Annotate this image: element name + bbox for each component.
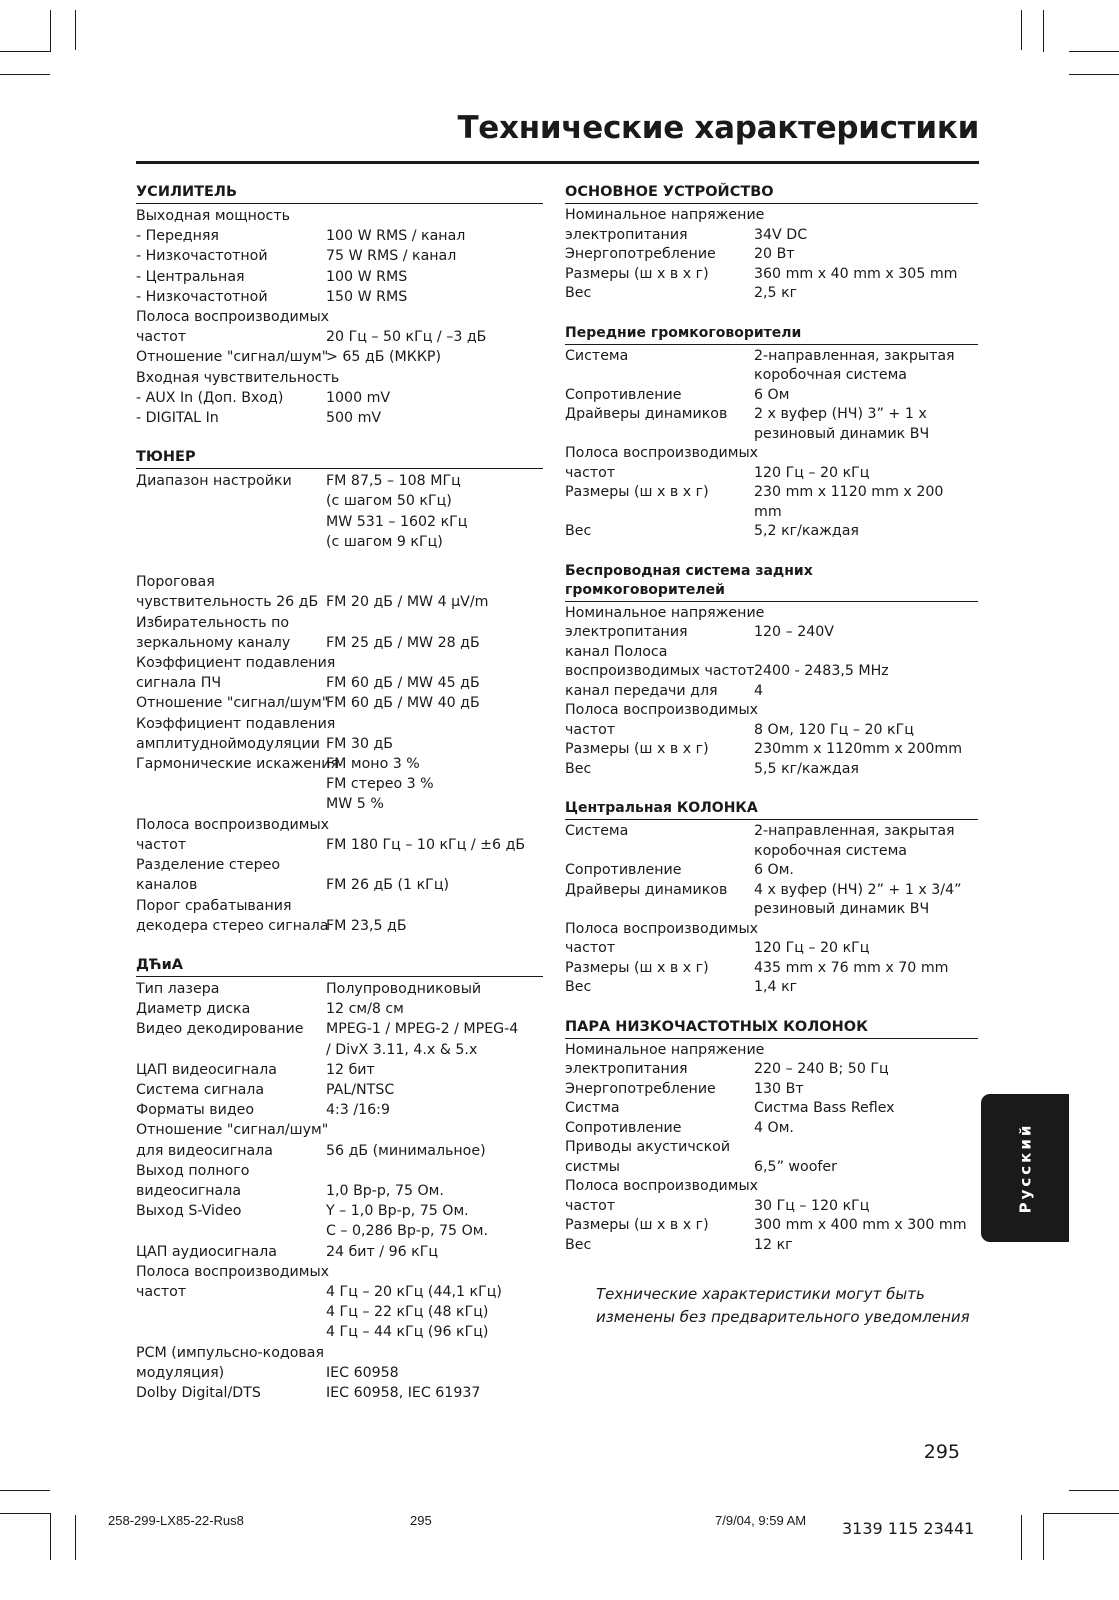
spec-row — [565, 1158, 978, 1178]
spec-label: Отношение "сигнал/шум" — [136, 349, 329, 366]
footer-page: 295 — [410, 1513, 432, 1528]
spec-value: 300 mm x 400 mm x 300 mm — [754, 1217, 967, 1233]
spec-label: Размеры (ш x в x г) — [565, 484, 709, 500]
spec-value: 435 mm x 76 mm x 70 mm — [754, 959, 949, 976]
spec-value: 2-направленная, закрытая коробочная система — [754, 823, 955, 859]
spec-value: 1,0 Bp-p, 75 Ом. — [326, 1182, 444, 1199]
right-column — [565, 183, 978, 1275]
spec-row — [565, 920, 978, 940]
spec-row — [565, 1236, 978, 1256]
spec-label: Энергопотребление — [565, 246, 716, 262]
spec-value: 220 – 240 В; 50 Гц — [754, 1061, 889, 1077]
spec-row — [565, 1099, 978, 1119]
spec-section — [565, 1018, 978, 1256]
section-heading: Центральная КОЛОНКА — [565, 799, 978, 820]
spec-label: Вес — [565, 760, 592, 777]
spec-value — [754, 206, 978, 226]
spec-label: Полоса воспроизводимых — [136, 816, 330, 833]
spec-row — [136, 1363, 543, 1383]
spec-row — [136, 1201, 543, 1241]
spec-value — [326, 552, 543, 572]
spec-row — [136, 633, 543, 653]
spec-label: - DIGITAL In — [136, 410, 219, 427]
spec-row — [136, 307, 543, 327]
spec-value — [326, 896, 543, 916]
spec-value: Систма Bass Reflex — [754, 1100, 895, 1116]
spec-label: - Низкочастотной — [136, 288, 268, 305]
spec-section — [565, 324, 978, 542]
spec-row — [136, 592, 543, 612]
spec-row — [136, 408, 543, 428]
spec-value — [326, 653, 543, 673]
spec-row — [136, 875, 543, 895]
spec-row — [565, 623, 978, 643]
spec-row — [565, 1119, 978, 1139]
spec-label: Полоса воспроизводимых — [136, 1263, 330, 1280]
spec-value: 4 Гц – 20 кГц (44,1 кГц) 4 Гц – 22 кГц (48 кГц) 4 Гц – 44 кГц (96 кГц) — [326, 1283, 502, 1341]
spec-row — [136, 1080, 543, 1100]
spec-row — [136, 1120, 543, 1140]
spec-row — [136, 471, 543, 552]
spec-row — [565, 939, 978, 959]
spec-label: Гармонические искажения — [136, 756, 339, 773]
spec-value — [326, 307, 543, 327]
spec-row — [565, 959, 978, 979]
spec-row — [565, 701, 978, 721]
spec-row — [136, 896, 543, 916]
spec-value — [754, 643, 978, 663]
spec-row — [565, 265, 978, 285]
spec-label: систмы — [565, 1158, 620, 1175]
spec-row — [136, 673, 543, 693]
spec-row — [136, 714, 543, 734]
spec-label: Коэффициент подавления — [136, 715, 336, 732]
spec-value: FM 26 дБ (1 кГц) — [326, 877, 450, 894]
spec-value: 2-направленная, закрытая коробочная система — [754, 347, 955, 383]
spec-label: ЦАП видеосигнала — [136, 1061, 277, 1078]
spec-row — [565, 386, 978, 406]
spec-label: Полоса воспроизводимых — [565, 920, 759, 937]
spec-label: Сопротивление — [565, 386, 682, 403]
spec-value: 4 x вуфер (НЧ) 2” + 1 x 3/4” резиновый динамик ВЧ — [754, 881, 962, 917]
spec-row — [565, 604, 978, 624]
spec-value: 12 см/8 см — [326, 1001, 404, 1018]
spec-row — [136, 916, 543, 936]
spec-label: Номинальное напряжение — [565, 604, 765, 621]
spec-row — [565, 245, 978, 265]
spec-label: Размеры (ш x в x г) — [565, 741, 709, 757]
spec-row — [136, 1100, 543, 1120]
spec-value: Полупроводниковый — [326, 980, 482, 997]
spec-row — [136, 226, 543, 246]
spec-value: 500 mV — [326, 410, 382, 427]
spec-label: амплитудноймодуляции — [136, 735, 320, 752]
spec-section — [565, 799, 978, 998]
spec-row — [136, 552, 543, 572]
spec-label: Энергопотребление — [565, 1080, 716, 1097]
spec-label: видеосигнала — [136, 1182, 242, 1199]
spec-value: 230 mm x 1120 mm x 200 mm — [754, 484, 944, 520]
footer-file: 258-299-LX85-22-Rus8 — [108, 1513, 244, 1528]
spec-value: 100 W RMS / канал — [326, 228, 466, 245]
section-heading: УСИЛИТЕЛЬ — [136, 183, 543, 204]
spec-label: для видеосигнала — [136, 1142, 273, 1159]
spec-label: электропитания — [565, 226, 688, 243]
spec-label: модуляция) — [136, 1364, 225, 1381]
spec-label: частот — [565, 1197, 616, 1214]
spec-label: Разделение стерео — [136, 857, 281, 874]
spec-label: Отношение "сигнал/шум" — [136, 1122, 329, 1139]
spec-label: Приводы акустичской — [565, 1139, 731, 1155]
spec-row — [565, 978, 978, 998]
spec-label: Вес — [565, 979, 592, 995]
spec-label: частот — [565, 464, 616, 481]
spec-value: 360 mm x 40 mm x 305 mm — [754, 265, 958, 282]
spec-label: зеркальному каналу — [136, 634, 291, 651]
spec-row — [565, 1138, 978, 1158]
spec-label: частот — [136, 836, 187, 853]
spec-row — [136, 1242, 543, 1262]
spec-row — [136, 754, 543, 815]
spec-value — [326, 368, 543, 388]
spec-label: сигнала ПЧ — [136, 675, 222, 692]
spec-value — [326, 1120, 543, 1140]
spec-row — [565, 760, 978, 780]
spec-value: FM 87,5 – 108 МГц (с шагом 50 кГц) MW 531 – 1602 кГц (с шагом 9 кГц) — [326, 473, 468, 550]
spec-value — [326, 714, 543, 734]
spec-value: 100 W RMS — [326, 268, 408, 285]
spec-label: Систма — [565, 1100, 620, 1116]
spec-value: 5,2 кг/каждая — [754, 523, 859, 539]
spec-row — [565, 284, 978, 304]
spec-row — [136, 855, 543, 875]
spec-value: 8 Ом, 120 Гц – 20 кГц — [754, 721, 914, 738]
spec-value: FM 30 дБ — [326, 735, 394, 752]
spec-row — [565, 1041, 978, 1061]
spec-section — [136, 956, 543, 1403]
spec-row — [565, 740, 978, 760]
spec-label: частот — [565, 940, 616, 956]
spec-label: Выход полного — [136, 1162, 250, 1179]
title-rule — [136, 161, 979, 164]
spec-value: 2 x вуфер (НЧ) 3” + 1 x резиновый динамик ВЧ — [754, 406, 930, 442]
spec-label: Коэффициент подавления — [136, 655, 336, 672]
spec-row — [565, 483, 978, 522]
spec-value: 6 Ом — [754, 386, 790, 403]
spec-value: FM 60 дБ / MW 40 дБ — [326, 695, 480, 712]
spec-row — [565, 206, 978, 226]
spec-value — [326, 206, 543, 226]
spec-row — [136, 1141, 543, 1161]
spec-value — [326, 1343, 543, 1363]
spec-label: Диапазон настройки — [136, 473, 292, 490]
spec-label: Диаметр диска — [136, 1001, 251, 1018]
spec-value: IEC 60958 — [326, 1364, 399, 1381]
spec-row — [565, 861, 978, 881]
spec-row — [136, 1019, 543, 1059]
spec-row — [565, 444, 978, 464]
spec-label: Форматы видео — [136, 1102, 255, 1119]
spec-section — [136, 448, 543, 936]
spec-value: Y – 1,0 Bp-p, 75 Ом. C – 0,286 Bp-p, 75 Ом. — [326, 1203, 488, 1240]
spec-label: Полоса воспроизводимых — [565, 1178, 759, 1194]
spec-label: Dolby Digital/DTS — [136, 1384, 261, 1401]
spec-value: 1000 mV — [326, 389, 391, 406]
spec-label: Выходная мощность — [136, 208, 290, 224]
spec-row — [136, 1383, 543, 1403]
spec-label: электропитания — [565, 1061, 688, 1077]
spec-value: 120 – 240V — [754, 624, 834, 640]
spec-value: 130 Вт — [754, 1080, 804, 1097]
spec-value: 12 бит — [326, 1061, 375, 1078]
spec-label: Вес — [565, 1236, 592, 1253]
spec-label: ЦАП аудиосигнала — [136, 1243, 277, 1260]
spec-label: Размеры (ш x в x г) — [565, 265, 709, 282]
spec-label: Отношение "сигнал/шум" — [136, 695, 329, 712]
spec-label: канал Полоса — [565, 643, 668, 660]
spec-row — [136, 979, 543, 999]
spec-value: 150 W RMS — [326, 288, 408, 305]
spec-row — [136, 206, 543, 226]
spec-row — [136, 653, 543, 673]
spec-value: 5,5 кг/каждая — [754, 760, 859, 777]
spec-value — [754, 604, 978, 624]
spec-label: Драйверы динамиков — [565, 406, 728, 422]
spec-row — [136, 693, 543, 713]
spec-value: 4 — [754, 682, 764, 699]
footer-datetime: 7/9/04, 9:59 AM — [715, 1513, 807, 1528]
spec-value: 34V DC — [754, 226, 808, 243]
spec-value — [326, 1262, 543, 1282]
spec-row — [565, 1060, 978, 1080]
spec-label: Размеры (ш x в x г) — [565, 959, 709, 976]
spec-row — [136, 835, 543, 855]
spec-value — [754, 920, 978, 940]
spec-row — [565, 682, 978, 702]
spec-label: электропитания — [565, 624, 688, 640]
section-heading: ПАРА НИЗКОЧАСТОТНЫХ КОЛОНОК — [565, 1018, 978, 1039]
spec-row — [136, 368, 543, 388]
spec-label: частот — [136, 1283, 187, 1300]
spec-label: чувствительность 26 дБ — [136, 594, 319, 611]
spec-value: FM 60 дБ / MW 45 дБ — [326, 675, 480, 692]
spec-value: 30 Гц – 120 кГц — [754, 1197, 870, 1214]
spec-row — [565, 522, 978, 542]
spec-row — [565, 1177, 978, 1197]
spec-label: декодера стерео сигнала — [136, 917, 329, 934]
spec-label: Избирательность по — [136, 614, 290, 631]
spec-row — [136, 572, 543, 592]
spec-label: Полоса воспроизводимых — [565, 702, 759, 718]
spec-row — [136, 1343, 543, 1363]
spec-row — [565, 643, 978, 663]
spec-label: Полоса воспроизводимых — [136, 309, 330, 326]
page-number: 295 — [923, 1441, 960, 1463]
spec-section — [565, 183, 978, 304]
spec-label — [136, 552, 326, 572]
spec-row — [565, 822, 978, 861]
left-column — [136, 183, 543, 1423]
spec-value — [754, 1041, 978, 1061]
spec-value: 230mm x 1120mm x 200mm — [754, 741, 963, 757]
section-heading: ОСНОВНОЕ УСТРОЙСТВО — [565, 183, 978, 204]
spec-value — [754, 701, 978, 721]
spec-value: FM 20 дБ / MW 4 µV/m — [326, 594, 489, 611]
spec-value: 6,5” woofer — [754, 1158, 837, 1175]
spec-label: Система — [565, 823, 629, 839]
spec-value: 75 W RMS / канал — [326, 248, 457, 265]
disclaimer-note: Технические характеристики могут быть изменены без предварительного уведомления — [596, 1285, 970, 1326]
spec-row — [136, 999, 543, 1019]
spec-label: Выход S-Video — [136, 1203, 242, 1220]
spec-label: Порог срабатывания — [136, 897, 292, 914]
spec-label: Номинальное напряжение — [565, 207, 765, 223]
spec-label: Вес — [565, 285, 592, 301]
spec-label: PCM (импульсно-кодовая — [136, 1344, 324, 1361]
spec-row — [565, 1197, 978, 1217]
spec-value: 56 дБ (минимальное) — [326, 1142, 486, 1159]
spec-value — [326, 572, 543, 592]
spec-label: канал передачи для — [565, 682, 718, 699]
spec-label: - Центральная — [136, 268, 245, 285]
section-heading: Беспроводная система задних громкоговорителей — [565, 562, 978, 602]
spec-value: PAL/NTSC — [326, 1081, 395, 1098]
spec-value: FM 180 Гц – 10 кГц / ±6 дБ — [326, 836, 526, 853]
spec-value — [326, 613, 543, 633]
section-heading: ДЋиА — [136, 956, 543, 977]
spec-row — [136, 1161, 543, 1181]
spec-label: - Низкочастотной — [136, 248, 268, 265]
spec-row — [136, 1282, 543, 1343]
spec-row — [565, 405, 978, 444]
spec-label: Сопротивление — [565, 1119, 682, 1136]
spec-row — [565, 1080, 978, 1100]
spec-label: каналов — [136, 877, 198, 894]
spec-row — [565, 1216, 978, 1236]
spec-value — [754, 1177, 978, 1197]
spec-row — [136, 1181, 543, 1201]
spec-row — [565, 881, 978, 920]
spec-value: 2,5 кг — [754, 285, 798, 301]
spec-row — [136, 1060, 543, 1080]
spec-value: 4:3 /16:9 — [326, 1102, 390, 1119]
spec-value: 2400 - 2483,5 MHz — [754, 663, 889, 679]
spec-value: 6 Ом. — [754, 862, 794, 878]
spec-value: 120 Гц – 20 кГц — [754, 940, 870, 956]
spec-label: частот — [565, 721, 616, 738]
spec-value: > 65 дБ (МККР) — [326, 349, 442, 366]
spec-row — [136, 267, 543, 287]
spec-row — [565, 347, 978, 386]
spec-value: 12 кг — [754, 1236, 793, 1253]
spec-value: 1,4 кг — [754, 979, 798, 995]
spec-row — [136, 613, 543, 633]
spec-value: 24 бит / 96 кГц — [326, 1243, 439, 1260]
spec-label: Видео декодирование — [136, 1021, 304, 1038]
spec-row — [565, 721, 978, 741]
page-title: Технические характеристики — [457, 110, 979, 146]
spec-value: IEC 60958, IEC 61937 — [326, 1384, 481, 1401]
section-heading: Передние громкоговорители — [565, 324, 978, 345]
spec-value: 20 Вт — [754, 246, 795, 262]
spec-label: Размеры (ш x в x г) — [565, 1217, 709, 1233]
spec-row — [136, 246, 543, 266]
spec-value — [326, 855, 543, 875]
spec-label: - AUX In (Доп. Вход) — [136, 389, 284, 406]
spec-value: MPEG-1 / MPEG-2 / MPEG-4 / DivX 3.11, 4.x & 5.x — [326, 1021, 519, 1058]
spec-row — [136, 734, 543, 754]
spec-label: - Передняя — [136, 228, 219, 245]
spec-value: 20 Гц – 50 кГц / –3 дБ — [326, 329, 487, 346]
language-tab — [981, 1094, 1069, 1242]
spec-label: Тип лазера — [136, 980, 220, 997]
spec-value — [326, 1161, 543, 1181]
spec-label: Драйверы динамиков — [565, 881, 728, 898]
language-tab-label: Русский — [1016, 1122, 1035, 1214]
spec-value: 120 Гц – 20 кГц — [754, 464, 870, 481]
spec-row — [136, 815, 543, 835]
spec-label: частот — [136, 329, 187, 346]
spec-label: Полоса воспроизводимых — [565, 445, 759, 461]
spec-label: Система — [565, 347, 629, 364]
spec-value: FM 23,5 дБ — [326, 917, 407, 934]
spec-section — [136, 183, 543, 428]
spec-label: Система сигнала — [136, 1081, 265, 1098]
section-heading: ТЮНЕР — [136, 448, 543, 469]
spec-label: Пороговая — [136, 574, 215, 591]
spec-row — [136, 1262, 543, 1282]
spec-value — [754, 1138, 978, 1158]
spec-value: 4 Ом. — [754, 1119, 794, 1136]
spec-label: Сопротивление — [565, 862, 682, 878]
spec-row — [136, 347, 543, 367]
spec-row — [565, 464, 978, 484]
spec-value: FM 25 дБ / MW 28 дБ — [326, 634, 480, 651]
spec-row — [565, 662, 978, 682]
spec-value — [326, 815, 543, 835]
spec-label: Входная чувствительность — [136, 369, 340, 386]
spec-value — [754, 444, 978, 464]
spec-section — [565, 562, 978, 780]
spec-row — [136, 388, 543, 408]
spec-row — [565, 226, 978, 246]
spec-label: Вес — [565, 523, 592, 539]
spec-label: воспроизводимых частот — [565, 663, 755, 679]
footer-code: 3139 115 23441 — [842, 1519, 975, 1538]
spec-value: FM моно 3 % FM стерео 3 % MW 5 % — [326, 756, 434, 813]
spec-label: Номинальное напряжение — [565, 1041, 765, 1058]
spec-row — [136, 327, 543, 347]
spec-row — [136, 287, 543, 307]
